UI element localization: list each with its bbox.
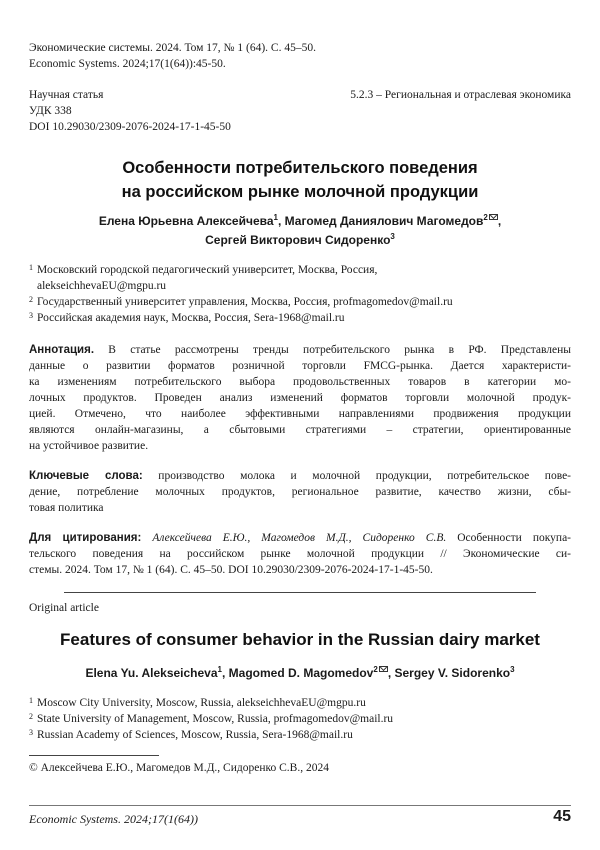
author-2-en: Magomed D. Magomedov (228, 666, 374, 680)
author-sep: , (221, 666, 226, 680)
citation (29, 530, 571, 578)
authors-ru-line-2 (29, 231, 571, 250)
affiliation-en-2-text: State University of Management, Moscow, Russia, profmagomedov@mail.ru (37, 713, 394, 725)
udc: УДК 338 (29, 105, 72, 117)
author-sep: , (387, 666, 392, 680)
affiliation-en-3-text: Russian Academy of Sciences, Moscow, Russia, Sera-1968@mail.ru (37, 729, 353, 741)
author-3-ru: Сергей Викторович Сидоренко (205, 233, 391, 247)
abstract-line: Аннотация. В статье рассмотрены тренды потребительского рынка в РФ. Представлены (29, 344, 571, 356)
author-1-ru: Елена Юрьевна Алексейчева (98, 214, 274, 228)
keywords-label: Ключевые слова: (29, 470, 143, 482)
author-sep: , (277, 214, 282, 228)
affiliation-number: 1 (29, 263, 33, 272)
title-ru-line-2: на российском рынке молочной продукции (121, 183, 479, 201)
journal-citation-ru: Экономические системы. 2024. Том 17, № 1 (64). С. 45–50. (29, 42, 316, 54)
author-1-ru-sup: 1 (273, 213, 278, 222)
author-2-ru: Магомед Даниялович Магомедов (284, 214, 484, 228)
affiliation-ru-2 (29, 294, 571, 310)
affiliation-ru-1-line-1: Московский городской педагогический университет, Москва, Россия, (37, 264, 378, 276)
abstract-line: являются онлайн-магазины, а сбытовыми стратегиями – стратегии, ориентированные (29, 424, 571, 436)
article-meta (29, 87, 571, 135)
title-ru (29, 156, 571, 204)
abstract-line: на устойчивое развитие. (29, 440, 149, 452)
citation-line: тельского поведения на российском рынке молочной продукции // Экономические си- (29, 548, 571, 560)
journal-citation-en: Economic Systems. 2024;17(1(64)):45-50. (29, 58, 226, 70)
abstract-line: цией. Отмечено, что наиболее эффективными направлениями продвижения продукции (29, 408, 571, 420)
affiliation-ru-1-email: alekseichhevaEU@mgpu.ru (37, 280, 167, 292)
affiliation-ru-3-text: Российская академия наук, Москва, Россия, Sera-1968@mail.ru (37, 312, 345, 324)
author-3-en: Sergey V. Sidorenko (394, 666, 511, 680)
author-3-en-sup: 3 (510, 665, 515, 674)
citation-label: Для цитирования: (29, 532, 142, 544)
article-content (29, 40, 571, 776)
doi: DOI 10.29030/2309-2076-2024-17-1-45-50 (29, 121, 231, 133)
page-number: 45 (553, 808, 571, 825)
author-3-ru-sup: 3 (390, 232, 395, 241)
author-1-en-sup: 1 (217, 665, 222, 674)
abstract (29, 342, 571, 454)
envelope-icon (379, 666, 388, 672)
affiliation-number: 1 (29, 696, 33, 705)
keywords-line: товая политика (29, 502, 104, 514)
abstract-line: лочных продуктов. Проведен анализ изменений форматов торговли молочной продук- (29, 392, 571, 404)
affiliation-en-3 (29, 727, 571, 743)
affiliation-number: 3 (29, 311, 33, 320)
affiliation-en-1-text: Moscow City University, Moscow, Russia, alekseichhevaEU@mgpu.ru (37, 697, 366, 709)
affiliation-ru-1 (29, 262, 571, 294)
abstract-line: данные о развитии форматов розничной торговли FMCG-рынка. Дается характеристи- (29, 360, 571, 372)
original-article-label: Original article (29, 602, 99, 614)
affiliation-en-1 (29, 695, 571, 711)
page-footer (29, 805, 571, 826)
title-en: Features of consumer behavior in the Russian dairy market (60, 630, 540, 649)
specialty-code: 5.2.3 – Региональная и отраслевая экономика (350, 89, 571, 101)
section-divider (64, 592, 536, 593)
authors-en (29, 664, 571, 683)
envelope-icon (489, 214, 498, 220)
article-type-ru: Научная статья (29, 89, 104, 101)
abstract-label: Аннотация. (29, 344, 95, 356)
authors-ru-line-1 (29, 212, 571, 231)
affiliation-number: 3 (29, 728, 33, 737)
affiliation-ru-3 (29, 310, 571, 326)
citation-authors: Алексейчева Е.Ю., Магомедов М.Д., Сидоренко С.В. (152, 532, 447, 544)
affiliations-en (29, 695, 571, 743)
citation-line: Для цитирования: Алексейчева Е.Ю., Магомедов М.Д., Сидоренко С.В. Особенности покупа- (29, 532, 572, 544)
title-ru-line-1: Особенности потребительского поведения (122, 159, 478, 177)
affiliation-number: 2 (29, 295, 33, 304)
author-sep: , (497, 214, 502, 228)
copyright-rule (29, 755, 159, 756)
author-2-en-sup: 2 (373, 665, 378, 674)
keywords-line: Ключевые слова: производство молока и молочной продукции, потребительское пове- (29, 470, 572, 482)
abstract-line: ка изменениям потребительского выбора продовольственных товаров в категории мо- (29, 376, 571, 388)
affiliation-en-2 (29, 711, 571, 727)
affiliations-ru (29, 262, 571, 326)
citation-line: стемы. 2024. Том 17, № 1 (64). С. 45–50. DOI 10.29030/2309-2076-2024-17-1-45-50. (29, 564, 433, 576)
affiliation-number: 2 (29, 712, 33, 721)
affiliation-ru-2-text: Государственный университет управления, Москва, Россия, profmagomedov@mail.ru (37, 296, 453, 308)
author-1-en: Elena Yu. Alekseicheva (85, 666, 218, 680)
keywords-line: дение, потребление молочных продуктов, региональное развитие, качество жизни, сбы- (29, 486, 571, 498)
footer-journal: Economic Systems. 2024;17(1(64)) (29, 812, 198, 826)
article-meta-row (29, 87, 571, 103)
copyright: © Алексейчева Е.Ю., Магомедов М.Д., Сидоренко С.В., 2024 (29, 762, 329, 774)
keywords (29, 468, 571, 516)
author-2-ru-sup: 2 (483, 213, 488, 222)
authors-ru (29, 212, 571, 250)
